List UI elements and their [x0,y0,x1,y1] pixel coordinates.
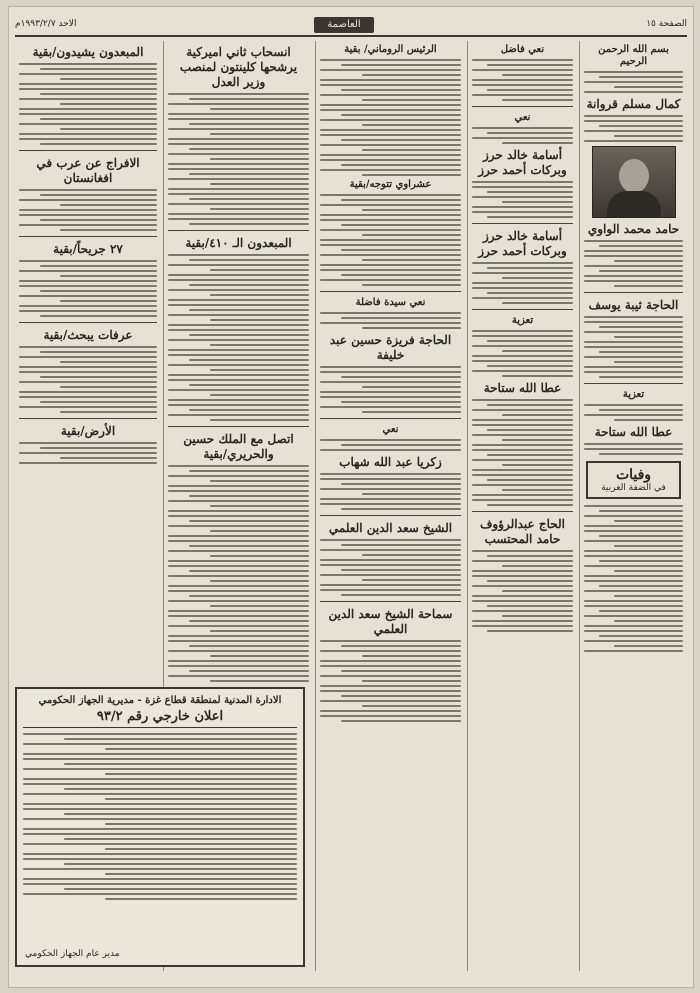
headline: اتصل مع الملك حسين والحريري/بقية [183,432,294,461]
headline: زكريا عبد الله شهاب [339,455,442,469]
headline: المبعدون الـ ٤١٠/بقية [185,236,292,250]
headline: الحاج عبدالرؤوف حامد المحتسب [479,517,566,546]
headline: الأرض/بقية [60,424,116,438]
headline: نعي [514,112,531,123]
headline: سماحة الشيخ سعد الدين العلمي [328,607,453,636]
headline: عطا الله ستاحة [483,381,562,395]
headline: أسامة خالد حرز وبركات أحمد حرز [478,148,567,177]
ad-issuer: الادارة المدنية لمنطقة قطاع غزة - مديرية الجهاز الحكومي [38,695,282,706]
headline: كمال مسلم قروانة [586,97,681,111]
headline: عشراوي تتوجه/بقية [349,179,432,190]
headline: أسامة خالد حرز وبركات أحمد حرز [478,229,567,258]
headline: انسحاب ثاني اميركية يرشحها كلينتون لمنصب وزير العدل [179,45,298,89]
headline: نعي [382,424,399,435]
issue-date: الاحد ١٩٩٣/٢/٧م [15,19,77,29]
masthead-logo: العاصمة [314,17,374,33]
headline: بسم الله الرحمن الرحيم [598,44,669,67]
headline: تعزية [511,315,534,326]
headline: حامد محمد الواوي [587,222,680,236]
headline: المبعدون يشيدون/بقية [32,45,144,59]
headline: الرئيس الروماني/ بقية [344,44,437,55]
ad-signature: مدير عام الجهاز الحكومي [25,949,120,959]
headline: نعي سيدة فاضلة [355,297,426,308]
headline: تعزية [622,389,645,400]
headline: عرفات يبحث/بقية [43,328,133,342]
obituaries-section-box [586,461,681,499]
portrait-photo [592,146,676,218]
section-subtitle: في الضفة الغربية [601,483,666,493]
newspaper-page [8,6,694,988]
headline: الحاجة ثيبة يوسف [588,298,679,312]
headline: الحاجة فريزة حسين عبد خليفة [329,333,452,362]
headline: ٢٧ جريحاً/بقية [53,242,123,256]
page-number: الصفحة ١٥ [646,19,687,29]
column-obituaries-right [579,41,687,971]
external-announcement-ad [15,687,305,967]
column-obituaries-left [467,41,577,971]
headline: الشيخ سعد الدين العلمي [328,521,453,535]
section-title: وفيات [615,467,652,483]
column-news-continued [315,41,465,971]
headline: نعي فاضل [500,44,545,55]
ad-title: اعلان خارجي رقم ٩٣/٢ [23,709,297,728]
headline: الافراج عن عرب في افغانستان [36,156,140,185]
headline: عطا الله ستاحة [594,425,673,439]
